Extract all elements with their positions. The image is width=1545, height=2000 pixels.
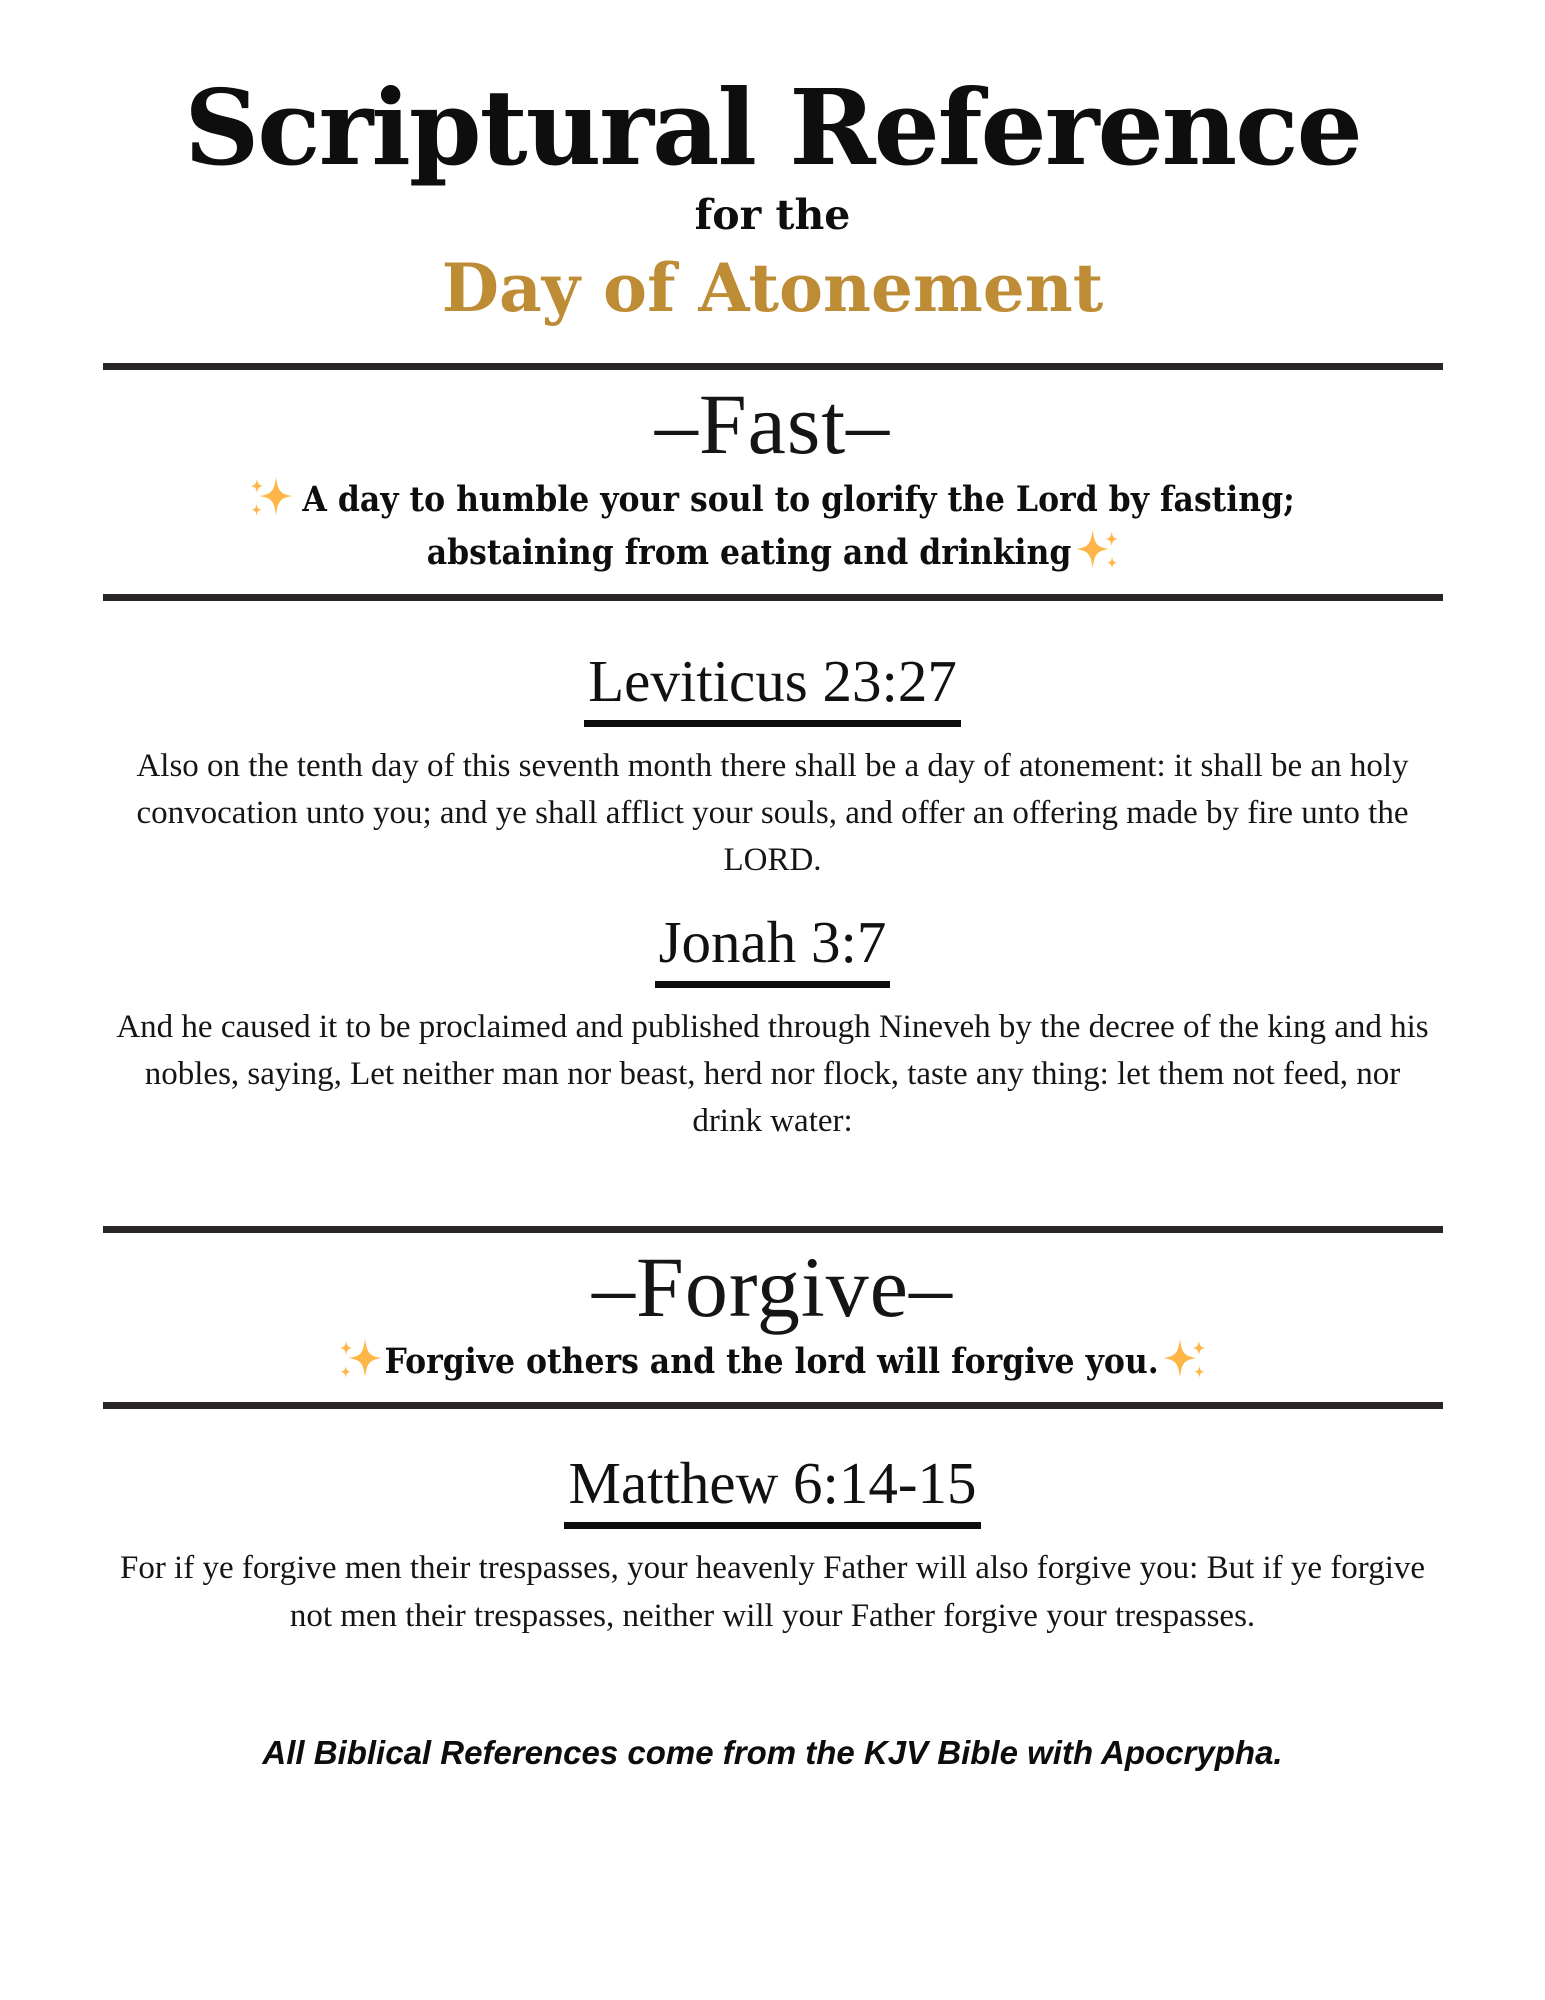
verse-reference: Leviticus 23:27 — [584, 651, 961, 727]
verse-block-jonah — [0, 884, 1545, 1146]
section-divider — [103, 363, 1443, 370]
tagline-text-line1: A day to humble your soul to glorify the Lord by fasting; — [302, 478, 1295, 520]
verse-text: And he caused it to be proclaimed and published through Nineveh by the decree of the king and his nobles, saying, Let neither man nor beast, herd nor flock, taste any thing: let them not feed, nor drink water: — [116, 1009, 1429, 1140]
verse-text: For if ye forgive men their trespasses, your heavenly Father will also forgive you: But if ye forgive not men their trespasses, neither will your Father forgive your trespasses. — [119, 1550, 1426, 1634]
verse-block-matthew — [0, 1409, 1545, 1639]
pretitle: for the — [694, 190, 851, 239]
tagline-text: Forgive others and the lord will forgive you. — [384, 1340, 1159, 1382]
sparkles-icon — [339, 1335, 382, 1383]
tagline-text-line2: abstaining from eating and drinking — [426, 532, 1072, 574]
sparkles-icon — [1075, 526, 1118, 574]
section-tagline-fast — [0, 473, 1545, 580]
accent-title: Day of Atonement — [441, 248, 1104, 327]
section-fast — [0, 376, 1545, 1145]
section-tagline-forgive — [0, 1335, 1545, 1389]
verse-reference: Jonah 3:7 — [655, 912, 891, 988]
section-forgive — [0, 1239, 1545, 1640]
verse-block-leviticus — [0, 601, 1545, 885]
verse-reference: Matthew 6:14-15 — [564, 1453, 980, 1529]
sparkles-icon — [1162, 1335, 1205, 1383]
page-title: Scriptural Reference — [184, 66, 1361, 189]
verse-text: Also on the tenth day of this seventh month there shall be a day of atonement: it shall be an holy convocation unto you; and ye shall afflict your souls, and offer an offering made by fire unto the LORD. — [136, 747, 1409, 878]
section-divider — [103, 1402, 1443, 1409]
footer-note: All Biblical References come from the KJV Bible with Apocrypha. — [262, 1733, 1283, 1771]
section-heading-forgive: –Forgive– — [592, 1238, 953, 1335]
section-divider — [103, 594, 1443, 601]
section-heading-fast: –Fast– — [654, 376, 891, 473]
section-divider — [103, 1226, 1443, 1233]
sparkles-icon — [250, 473, 293, 521]
